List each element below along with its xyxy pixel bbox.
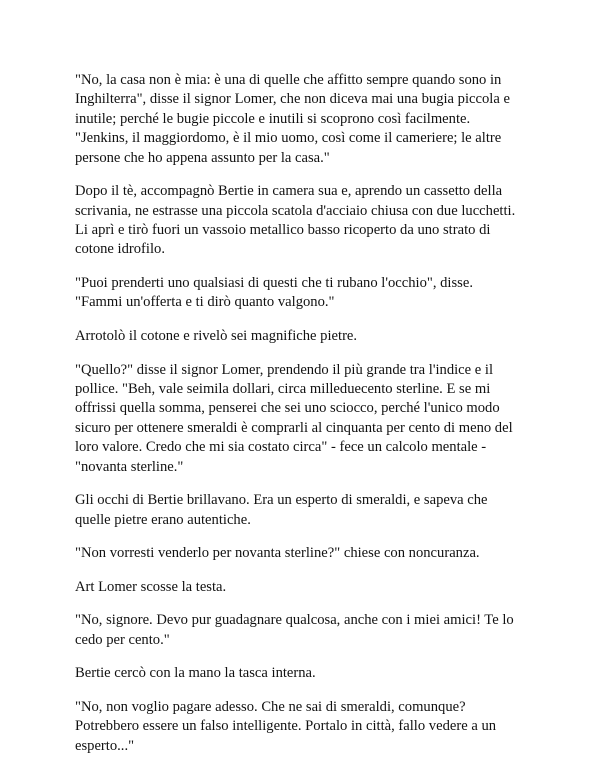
text-line: cedo per cento." <box>75 631 170 648</box>
paragraph-7 <box>75 544 545 563</box>
document-page <box>75 71 545 770</box>
text-line: "novanta sterline." <box>75 458 184 475</box>
paragraph-9 <box>75 611 545 650</box>
paragraph-6 <box>75 491 545 530</box>
text-line: cotone idrofilo. <box>75 241 165 258</box>
text-line: Li aprì e tirò fuori un vassoio metallico basso ricoperto da uno strato di <box>75 222 491 239</box>
text-line: Dopo il tè, accompagnò Bertie in camera sua e, aprendo un cassetto della <box>75 183 503 200</box>
text-line: Art Lomer scosse la testa. <box>75 578 227 595</box>
text-line: pollice. "Beh, vale seimila dollari, circa milleduecento sterline. E se mi <box>75 381 491 398</box>
text-line: "Puoi prenderti uno qualsiasi di questi che ti rubano l'occhio", disse. <box>75 275 473 292</box>
paragraph-8 <box>75 578 545 597</box>
paragraph-11 <box>75 698 545 756</box>
text-line: sicuro per ottenere smeraldi è comprarli al cinquanta per cento di meno del <box>75 419 513 436</box>
text-line: quelle pietre erano autentiche. <box>75 511 251 528</box>
paragraph-3 <box>75 274 545 313</box>
text-line: Potrebbero essere un falso intelligente. Portalo in città, fallo vedere a un <box>75 718 497 735</box>
paragraph-2 <box>75 182 545 260</box>
paragraph-4 <box>75 327 545 346</box>
text-line: esperto..." <box>75 737 135 754</box>
text-line: Bertie cercò con la mano la tasca interna. <box>75 665 316 682</box>
paragraph-1 <box>75 71 545 168</box>
text-line: "No, signore. Devo pur guadagnare qualcosa, anche con i miei amici! Te lo <box>75 612 514 629</box>
text-line: offrissi quella somma, penserei che sei uno sciocco, perché l'unico modo <box>75 400 500 417</box>
text-line: "No, non voglio pagare adesso. Che ne sai di smeraldi, comunque? <box>75 699 466 716</box>
text-line: "No, la casa non è mia: è una di quelle che affitto sempre quando sono in <box>75 72 502 88</box>
text-line: "Quello?" disse il signor Lomer, prendendo il più grande tra l'indice e il <box>75 361 494 378</box>
paragraph-5 <box>75 361 545 477</box>
text-line: inutile; perché le bugie piccole e inutili si scoprono così facilmente. <box>75 110 471 127</box>
text-line: Inghilterra", disse il signor Lomer, che non diceva mai una bugia piccola e <box>75 91 510 108</box>
text-line: Gli occhi di Bertie brillavano. Era un esperto di smeraldi, e sapeva che <box>75 492 488 509</box>
text-line: Arrotolò il cotone e rivelò sei magnifiche pietre. <box>75 328 358 345</box>
text-line: loro valore. Credo che mi sia costato circa" - fece un calcolo mentale - <box>75 439 487 456</box>
text-line: "Fammi un'offerta e ti dirò quanto valgono." <box>75 294 335 311</box>
text-line: "Non vorresti venderlo per novanta sterline?" chiese con noncuranza. <box>75 545 480 562</box>
text-line: "Jenkins, il maggiordomo, è il mio uomo, così come il cameriere; le altre <box>75 130 502 147</box>
text-line: persone che ho appena assunto per la casa." <box>75 149 330 166</box>
text-line: scrivania, ne estrasse una piccola scatola d'acciaio chiusa con due lucchetti. <box>75 202 516 219</box>
paragraph-10 <box>75 664 545 683</box>
